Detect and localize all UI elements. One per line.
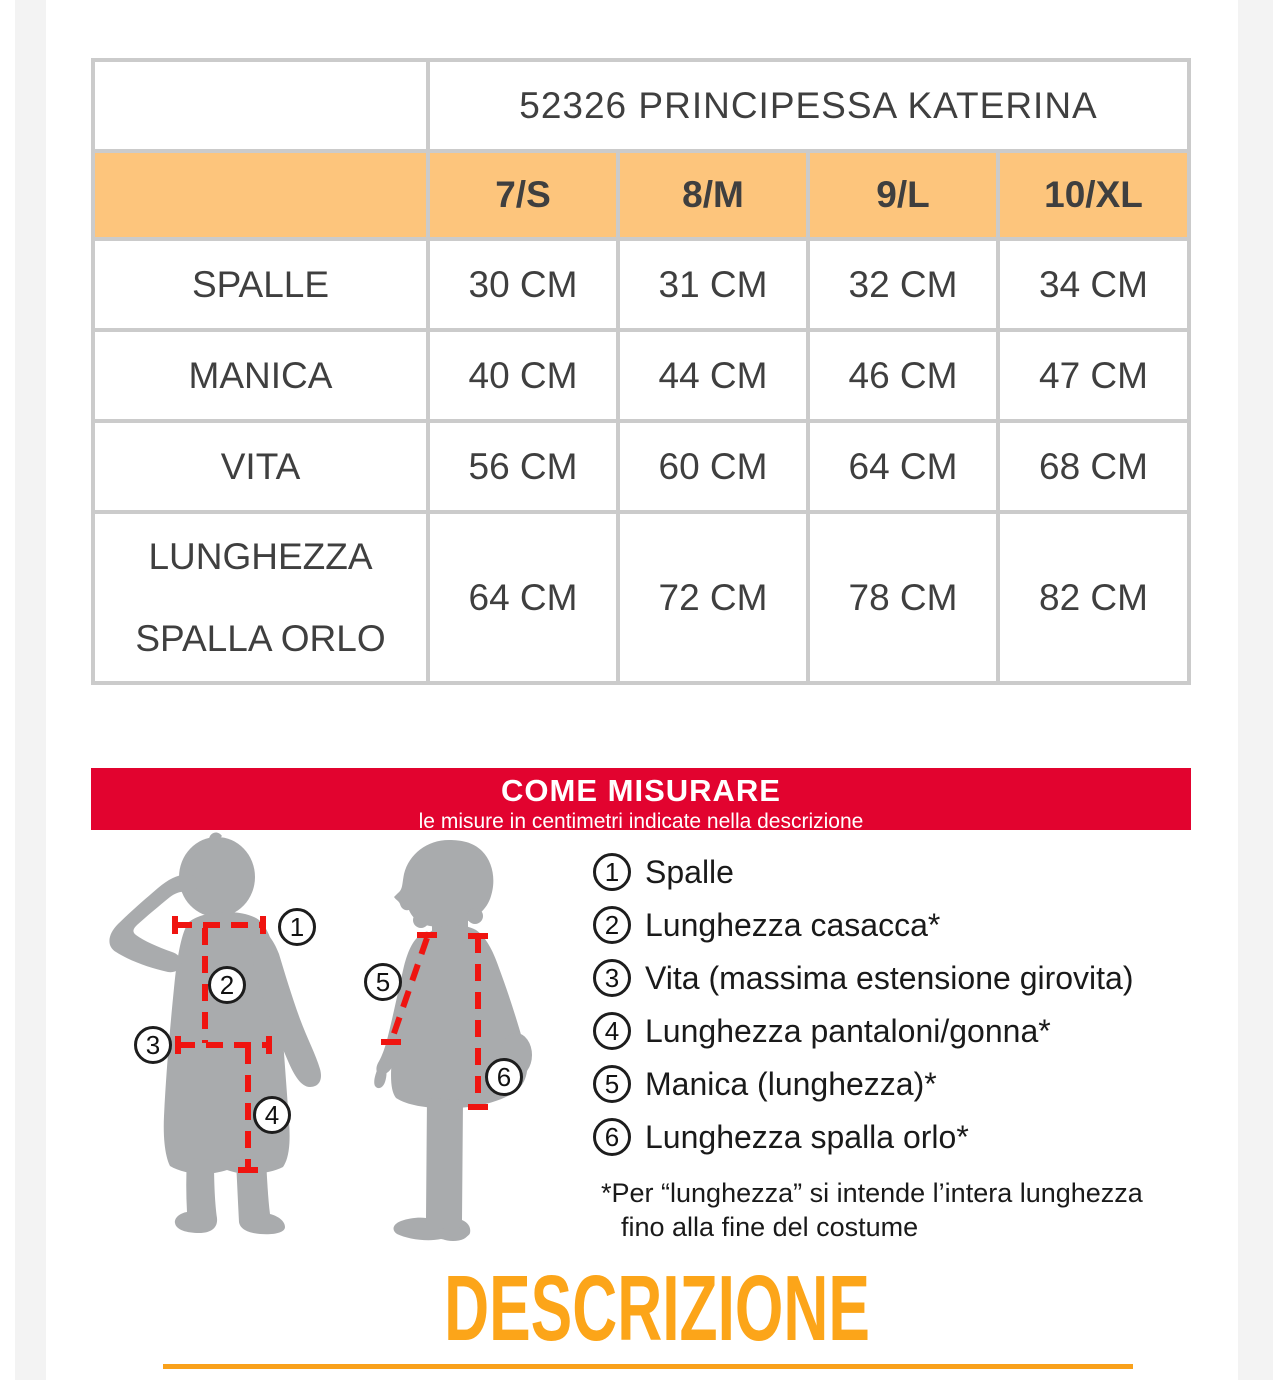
legend-item bbox=[593, 1012, 1134, 1050]
row-label: LUNGHEZZA SPALLA ORLO bbox=[93, 512, 428, 683]
footnote-line: fino alla fine del costume bbox=[621, 1212, 919, 1242]
row-label: MANICA bbox=[93, 330, 428, 421]
measure-cell: 40 CM bbox=[428, 330, 618, 421]
product-title: 52326 PRINCIPESSA KATERINA bbox=[428, 60, 1189, 151]
measure-cell: 31 CM bbox=[618, 239, 808, 330]
legend-number-circle: 4 bbox=[593, 1012, 631, 1050]
legend-item bbox=[593, 1065, 1134, 1103]
size-header: 9/L bbox=[808, 151, 998, 239]
measure-cell: 68 CM bbox=[998, 421, 1189, 512]
diagram-marker-1: 1 bbox=[278, 908, 316, 946]
measure-cell: 47 CM bbox=[998, 330, 1189, 421]
measure-cell: 78 CM bbox=[808, 512, 998, 683]
row-label: SPALLE bbox=[93, 239, 428, 330]
empty-cell bbox=[93, 60, 428, 151]
legend-item bbox=[593, 853, 1134, 891]
legend-item bbox=[593, 959, 1134, 997]
legend-number-circle: 5 bbox=[593, 1065, 631, 1103]
legend-label: Lunghezza casacca* bbox=[645, 906, 941, 943]
diagram-marker-2: 2 bbox=[208, 966, 246, 1004]
description-heading: DESCRIZIONE bbox=[444, 1256, 870, 1360]
legend-number-circle: 2 bbox=[593, 906, 631, 944]
measure-cell: 46 CM bbox=[808, 330, 998, 421]
table-row bbox=[93, 239, 1189, 330]
measure-cell: 32 CM bbox=[808, 239, 998, 330]
measure-cell: 56 CM bbox=[428, 421, 618, 512]
diagram-marker-3: 3 bbox=[134, 1026, 172, 1064]
measure-legend bbox=[593, 853, 1134, 1156]
table-row bbox=[93, 151, 1189, 239]
banner-subtitle: le misure in centimetri indicate nella descrizione bbox=[418, 810, 864, 833]
row-label: VITA bbox=[93, 421, 428, 512]
description-divider bbox=[163, 1364, 1133, 1369]
page-gutter-right bbox=[1238, 0, 1273, 1380]
table-row bbox=[93, 330, 1189, 421]
measure-cell: 64 CM bbox=[428, 512, 618, 683]
legend-item bbox=[593, 1118, 1134, 1156]
footnote-line: *Per “lunghezza” si intende l’intera lunghezza bbox=[601, 1178, 1143, 1208]
legend-number-circle: 3 bbox=[593, 959, 631, 997]
measure-banner bbox=[91, 768, 1191, 833]
banner-title: COME MISURARE bbox=[501, 773, 781, 808]
legend-label: Manica (lunghezza)* bbox=[645, 1065, 937, 1102]
empty-cell bbox=[93, 151, 428, 239]
size-header: 10/XL bbox=[998, 151, 1189, 239]
table-row bbox=[93, 60, 1189, 151]
legend-label: Lunghezza spalla orlo* bbox=[645, 1118, 969, 1155]
measure-cell: 30 CM bbox=[428, 239, 618, 330]
size-header: 7/S bbox=[428, 151, 618, 239]
legend-label: Vita (massima estensione girovita) bbox=[645, 959, 1134, 996]
diagram-marker-6: 6 bbox=[485, 1058, 523, 1096]
size-table bbox=[91, 58, 1191, 685]
measure-cell: 72 CM bbox=[618, 512, 808, 683]
measure-cell: 64 CM bbox=[808, 421, 998, 512]
table-row bbox=[93, 421, 1189, 512]
page-gutter-left bbox=[15, 0, 46, 1380]
legend-item bbox=[593, 906, 1134, 944]
legend-number-circle: 6 bbox=[593, 1118, 631, 1156]
measure-cell: 82 CM bbox=[998, 512, 1189, 683]
measure-footnote bbox=[601, 1176, 1143, 1244]
table-row bbox=[93, 512, 1189, 683]
size-header: 8/M bbox=[618, 151, 808, 239]
measure-cell: 44 CM bbox=[618, 330, 808, 421]
legend-label: Spalle bbox=[645, 853, 734, 890]
diagram-marker-5: 5 bbox=[364, 963, 402, 1001]
measure-cell: 34 CM bbox=[998, 239, 1189, 330]
measure-cell: 60 CM bbox=[618, 421, 808, 512]
legend-label: Lunghezza pantaloni/gonna* bbox=[645, 1012, 1051, 1049]
diagram-marker-4: 4 bbox=[253, 1096, 291, 1134]
legend-number-circle: 1 bbox=[593, 853, 631, 891]
